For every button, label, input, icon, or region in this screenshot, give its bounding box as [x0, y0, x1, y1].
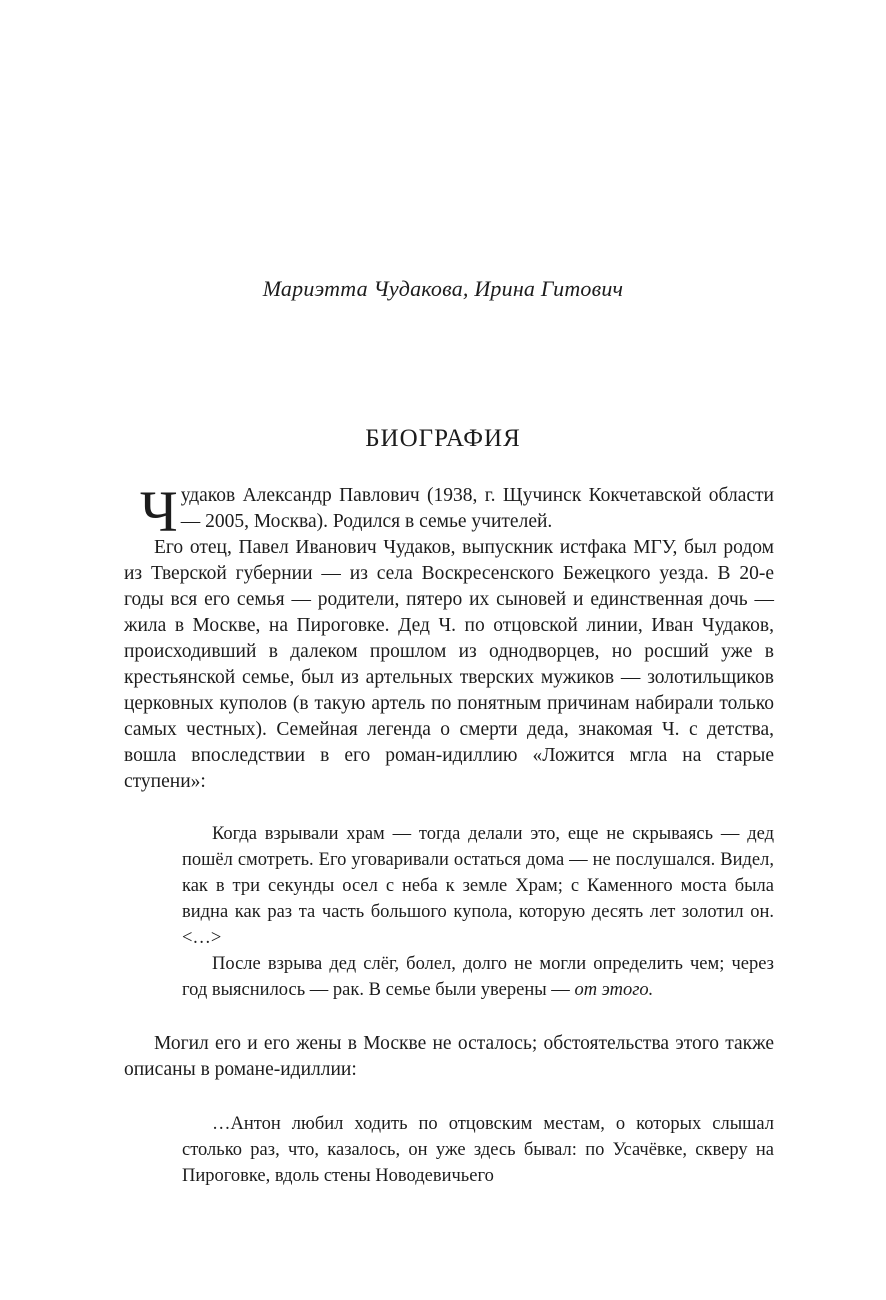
section-heading: БИОГРАФИЯ — [365, 425, 521, 452]
spacer — [124, 1003, 774, 1031]
spacer — [124, 795, 774, 821]
quotation-block-2 — [124, 1111, 774, 1189]
quotation-1-paragraph-2 — [182, 951, 774, 1003]
biography-text — [124, 479, 774, 1189]
quotation-2-paragraph-1: …Антон любил ходить по отцовским местам, о которых слышал столько раз, что, казалось, он уже здесь бывал: по Усачёвке, скверу на Пироговке, вдоль стены Новодевичьего — [182, 1114, 774, 1186]
paragraph-father: Его отец, Павел Иванович Чудаков, выпускник истфака МГУ, был родом из Тверской губернии — из села Воскресенского Бежецкого уезда. В 20-е годы вся его семья — родители, пятеро их сыновей и единственная дочь — жила в Москве, на Пироговке. Дед Ч. по отцовской линии, Иван Чудаков, происходивший в далеком прошлом из однодворцев, но росший уже в крестьянской семье, был из артельных тверских мужиков — золотильщиков церковных куполов (в такую артель по понятным причинам набирали только самых честных). Семейная легенда о смерти деда, знакомая Ч. с детства, вошла впоследствии в его роман-идиллию «Ложится мгла на старые ступени»: — [124, 537, 774, 792]
spacer — [124, 1083, 774, 1111]
quotation-1-italic-phrase: от этого. — [574, 980, 654, 1000]
quotation-1-paragraph-2-text: После взрыва дед слёг, болел, долго не могли определить чем; через год выяснилось — рак. В семье были уверены — — [182, 954, 774, 1000]
authors-line: Мариэтта Чудакова, Ирина Гитович — [262, 276, 624, 301]
quotation-1-paragraph-1: Когда взрывали храм — тогда делали это, еще не скрываясь — дед пошёл смотреть. Его уговаривали остаться дома — не послушался. Видел, как в три секунды осел с неба к земле Храм; с Каменного моста была видна как раз та часть большого купола, которую десять лет золотил он. <…> — [182, 824, 774, 948]
paragraph-intro-text: удаков Александр Павлович (1938, г. Щучинск Кокчетавской области — 2005, Москва). Родился в семье учителей. — [180, 485, 774, 532]
paragraph-graves: Могил его и его жены в Москве не осталось; обстоятельства этого также описаны в романе-идиллии: — [124, 1033, 774, 1080]
quotation-block-1 — [124, 821, 774, 1003]
drop-cap-letter: Ч — [140, 479, 178, 544]
paragraph-intro — [124, 479, 774, 544]
